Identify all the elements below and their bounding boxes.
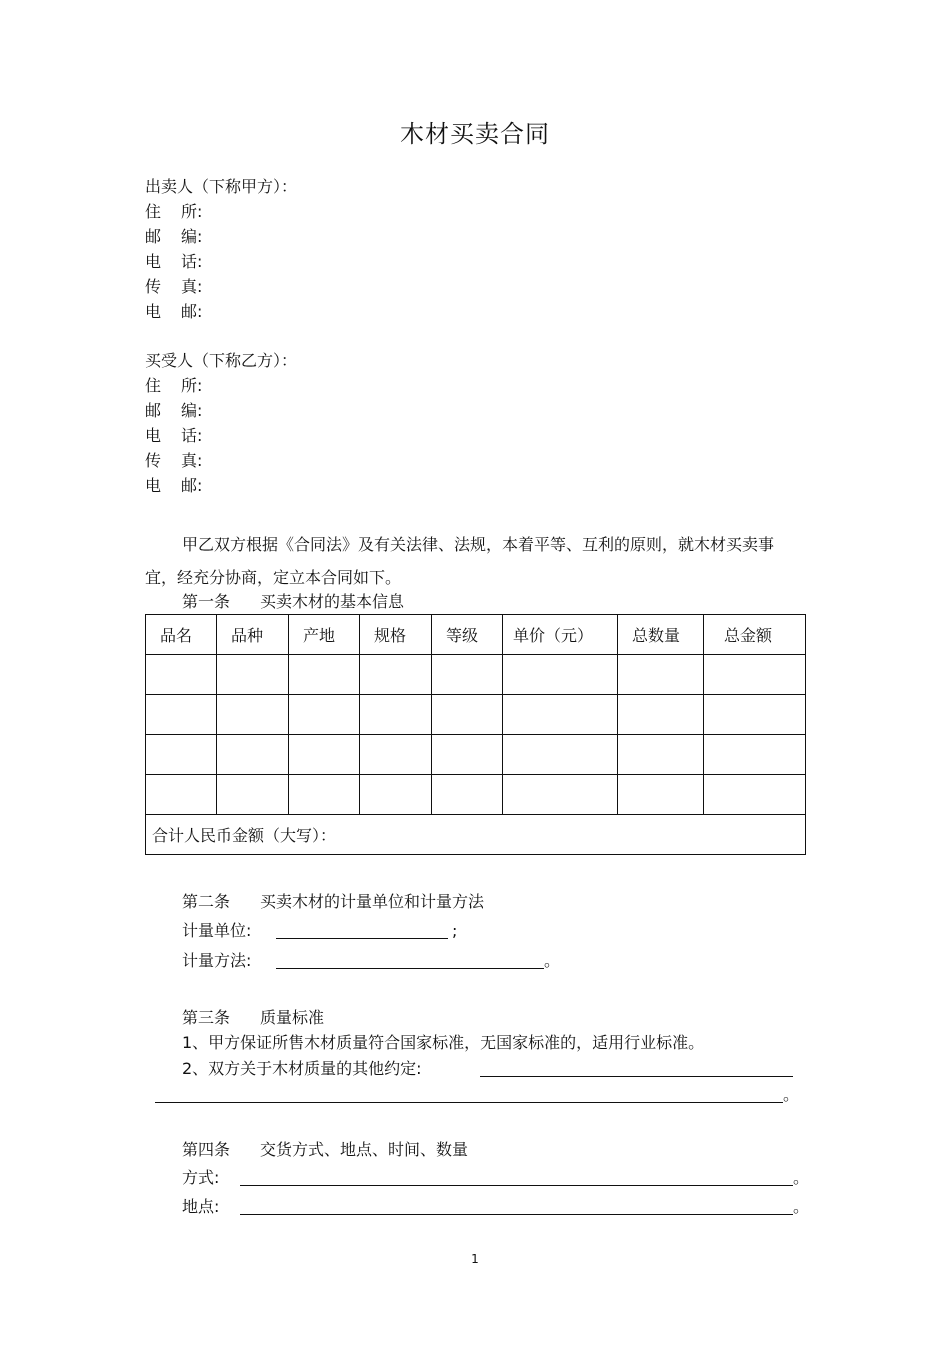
- field-char: 住: [145, 202, 162, 221]
- table-cell[interactable]: [432, 735, 503, 775]
- table-cell[interactable]: [432, 655, 503, 695]
- field-char: 所:: [181, 376, 203, 395]
- table-cell[interactable]: [432, 695, 503, 735]
- table-cell[interactable]: [503, 775, 618, 815]
- table-cell[interactable]: [360, 695, 432, 735]
- header-cell: 品名: [146, 615, 217, 655]
- delivery-mode-end: 。: [793, 1168, 810, 1187]
- table-cell[interactable]: [360, 655, 432, 695]
- table-cell[interactable]: [704, 775, 806, 815]
- buyer-heading: 买受人（下称乙方）：: [145, 351, 298, 370]
- delivery-place-line: [182, 1194, 809, 1219]
- field-char: 话:: [181, 252, 203, 271]
- table-cell[interactable]: [217, 775, 289, 815]
- article-title: 买卖木材的计量单位和计量方法: [260, 892, 485, 911]
- table-cell[interactable]: [217, 735, 289, 775]
- field-char: 电: [145, 252, 162, 271]
- field-char: 住: [145, 376, 162, 395]
- header-cell: 总金额: [704, 615, 806, 655]
- table-cell[interactable]: [217, 695, 289, 735]
- table-cell[interactable]: [618, 655, 704, 695]
- quality-item-1: 1、甲方保证所售木材质量符合国家标准，无国家标准的，适用行业标准。: [182, 1033, 705, 1052]
- measure-unit-end: ;: [452, 921, 458, 940]
- field-char: 编:: [181, 227, 203, 246]
- table-cell[interactable]: [503, 735, 618, 775]
- table-cell[interactable]: [146, 775, 217, 815]
- field-char: 邮: [145, 401, 162, 420]
- article-title: 质量标准: [260, 1008, 325, 1027]
- table-cell[interactable]: [289, 655, 360, 695]
- delivery-mode-line: [182, 1165, 809, 1190]
- header-cell: 产地: [289, 615, 360, 655]
- table-row: [146, 655, 806, 695]
- field-char: 邮:: [181, 302, 203, 321]
- header-cell: 品种: [217, 615, 289, 655]
- measure-method-end: 。: [544, 951, 561, 970]
- table-cell[interactable]: [289, 695, 360, 735]
- quality-other-blank-2[interactable]: [155, 1086, 783, 1103]
- timber-info-table: [145, 614, 806, 855]
- table-cell[interactable]: [618, 695, 704, 735]
- field-char: 邮: [145, 227, 162, 246]
- table-cell[interactable]: [360, 735, 432, 775]
- field-char: 编:: [181, 401, 203, 420]
- article-number: 第四条: [182, 1140, 231, 1159]
- seller-field-postcode: [145, 224, 202, 249]
- table-cell[interactable]: [217, 655, 289, 695]
- intro-paragraph: 甲乙双方根据《合同法》及有关法律、法规，本着平等、互利的原则，就木材买卖事宜，经充分协商，定立本合同如下。: [145, 535, 775, 587]
- quality-item-2: [182, 1056, 793, 1081]
- table-cell[interactable]: [289, 775, 360, 815]
- article-number: 第三条: [182, 1008, 231, 1027]
- table-cell[interactable]: [618, 735, 704, 775]
- field-char: 电: [145, 476, 162, 495]
- delivery-mode-blank[interactable]: [240, 1169, 793, 1186]
- delivery-mode-label: 方式:: [182, 1168, 220, 1187]
- measure-method-blank[interactable]: [276, 952, 544, 969]
- quality-item-2-end: 。: [783, 1085, 800, 1104]
- table-cell[interactable]: [146, 655, 217, 695]
- seller-field-email: [145, 299, 202, 324]
- article-title: 买卖木材的基本信息: [260, 592, 405, 611]
- table-total-row: [146, 815, 806, 855]
- table-cell[interactable]: [618, 775, 704, 815]
- field-char: 真:: [181, 277, 203, 296]
- measure-unit-blank[interactable]: [276, 922, 448, 939]
- measure-unit-label: 计量单位:: [182, 921, 252, 940]
- header-cell: 单价（元）: [503, 615, 618, 655]
- article-number: 第二条: [182, 892, 231, 911]
- field-char: 传: [145, 277, 162, 296]
- table-cell[interactable]: [704, 735, 806, 775]
- field-char: 真:: [181, 451, 203, 470]
- table-cell[interactable]: [360, 775, 432, 815]
- field-char: 所:: [181, 202, 203, 221]
- table-cell[interactable]: [146, 695, 217, 735]
- table-cell[interactable]: [704, 655, 806, 695]
- table-cell[interactable]: [503, 695, 618, 735]
- article2-heading: [182, 889, 484, 914]
- table-row: [146, 775, 806, 815]
- table-row: [146, 735, 806, 775]
- field-char: 传: [145, 451, 162, 470]
- field-char: 电: [145, 302, 162, 321]
- table-cell[interactable]: [704, 695, 806, 735]
- quality-item-2-label: 2、双方关于木材质量的其他约定:: [182, 1059, 422, 1078]
- document-title: 木材买卖合同: [400, 120, 550, 148]
- quality-other-blank[interactable]: [480, 1060, 793, 1077]
- table-cell[interactable]: [146, 735, 217, 775]
- table-row: [146, 695, 806, 735]
- total-amount-cell[interactable]: 合计人民币金额（大写）：: [146, 815, 806, 855]
- table-cell[interactable]: [432, 775, 503, 815]
- header-cell: 总数量: [618, 615, 704, 655]
- header-cell: 规格: [360, 615, 432, 655]
- seller-heading: 出卖人（下称甲方）：: [145, 177, 298, 196]
- article-title: 交货方式、地点、时间、数量: [260, 1140, 469, 1159]
- seller-field-address: [145, 199, 202, 224]
- seller-field-phone: [145, 249, 202, 274]
- delivery-place-label: 地点:: [182, 1197, 220, 1216]
- buyer-field-address: [145, 373, 202, 398]
- delivery-place-end: 。: [793, 1197, 810, 1216]
- article3-heading: [182, 1005, 324, 1030]
- field-char: 邮:: [181, 476, 203, 495]
- buyer-field-fax: [145, 448, 202, 473]
- buyer-field-phone: [145, 423, 202, 448]
- article4-heading: [182, 1137, 468, 1162]
- seller-field-fax: [145, 274, 202, 299]
- measure-unit-line: [182, 918, 457, 943]
- table-cell[interactable]: [289, 735, 360, 775]
- buyer-field-email: [145, 473, 202, 498]
- page-number: 1: [471, 1252, 479, 1266]
- delivery-place-blank[interactable]: [240, 1198, 793, 1215]
- article1-heading: [182, 589, 404, 614]
- header-cell: 等级: [432, 615, 503, 655]
- field-char: 话:: [181, 426, 203, 445]
- quality-continuation-line: [155, 1082, 799, 1107]
- field-char: 电: [145, 426, 162, 445]
- buyer-field-postcode: [145, 398, 202, 423]
- article-number: 第一条: [182, 592, 231, 611]
- table-header-row: [146, 615, 806, 655]
- measure-method-label: 计量方法:: [182, 951, 252, 970]
- measure-method-line: [182, 948, 560, 973]
- table-cell[interactable]: [503, 655, 618, 695]
